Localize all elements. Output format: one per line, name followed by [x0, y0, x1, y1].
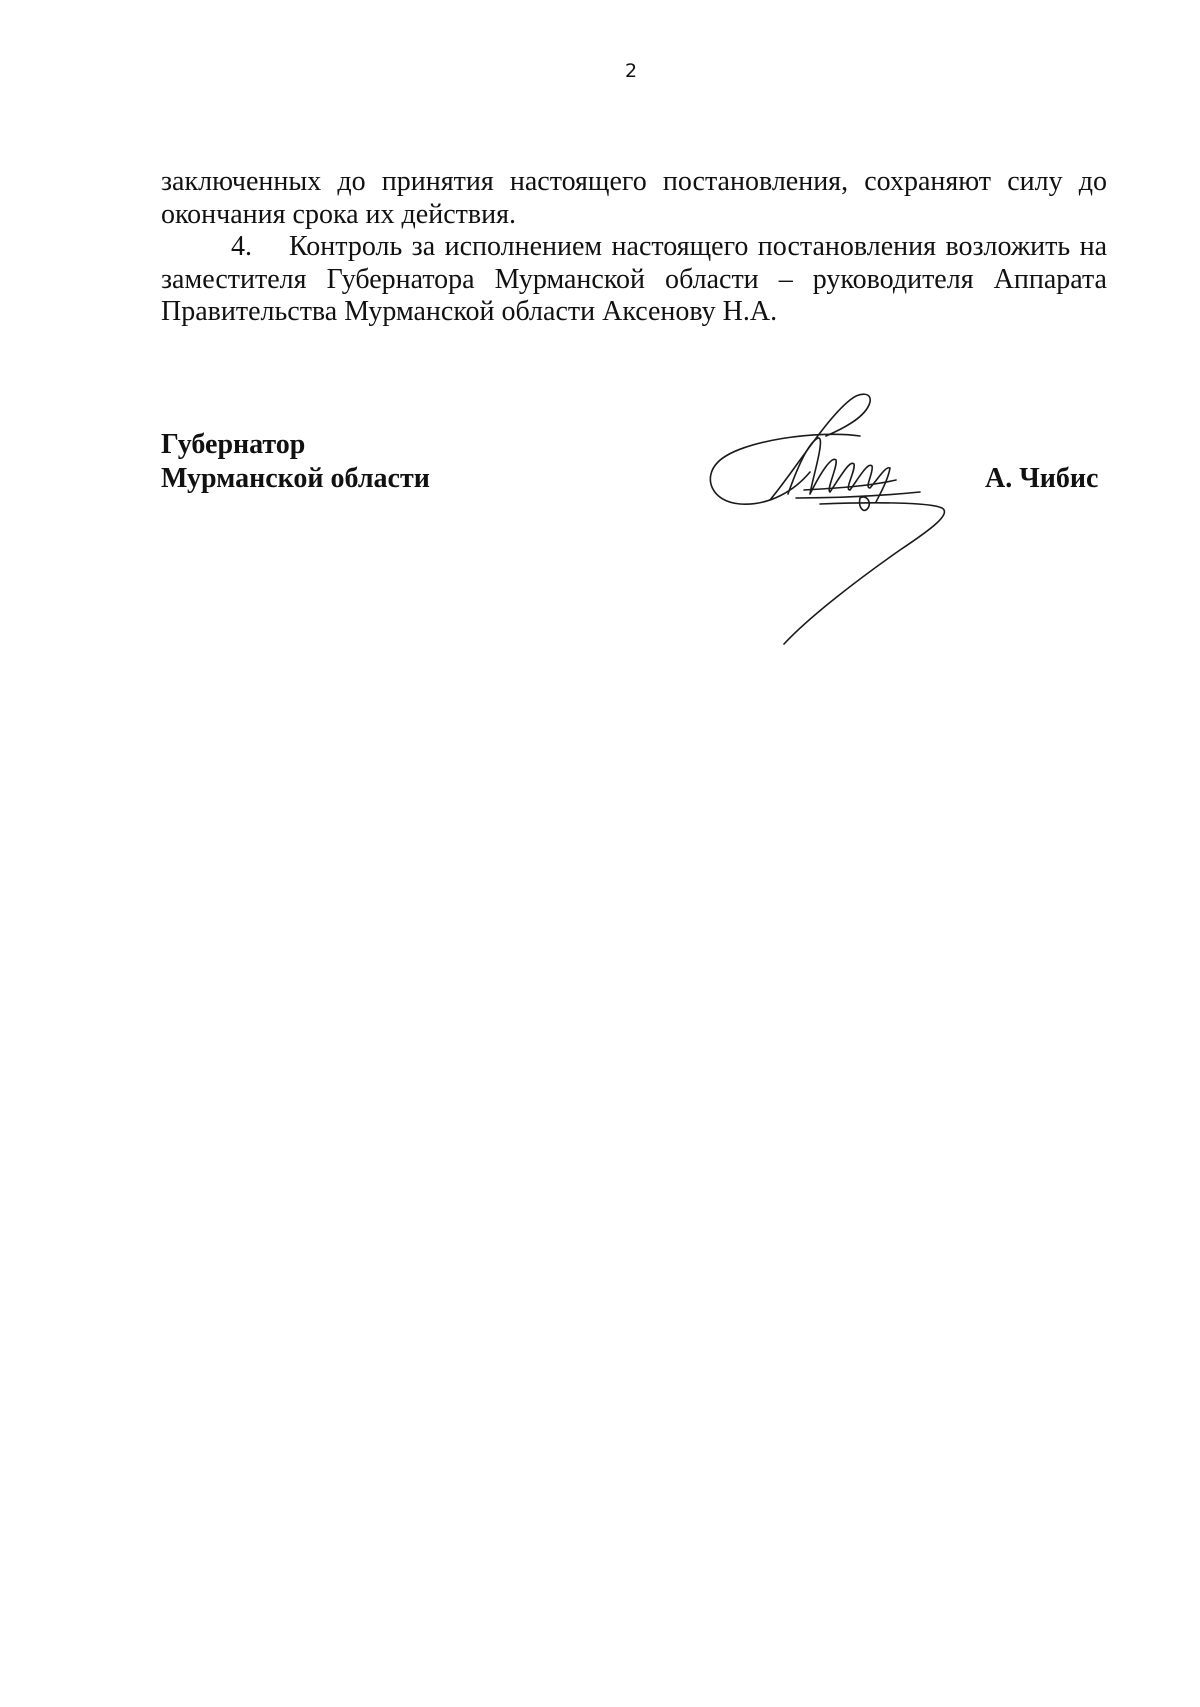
- document-body: [161, 166, 1107, 329]
- item-text: Контроль за исполнением настоящего постановления возложить на заместителя Губернатора Мурманской области – руководителя Аппарата Правительства Мурманской области Аксенову Н.А.: [161, 231, 1107, 327]
- page-number: 2: [624, 60, 638, 82]
- signatory-name: А. Чибис: [985, 463, 1099, 494]
- signatory-title-line-1: Губернатор: [161, 429, 306, 460]
- signatory-title-line-2: Мурманской области: [161, 463, 430, 494]
- paragraph-continuation: заключенных до принятия настоящего постановления, сохраняют силу до окончания срока их действия.: [161, 166, 1107, 230]
- item-number: 4.: [231, 231, 252, 262]
- signatory-title: [161, 428, 430, 496]
- paragraph-item-4: [161, 231, 1107, 329]
- signature-icon: [700, 390, 980, 650]
